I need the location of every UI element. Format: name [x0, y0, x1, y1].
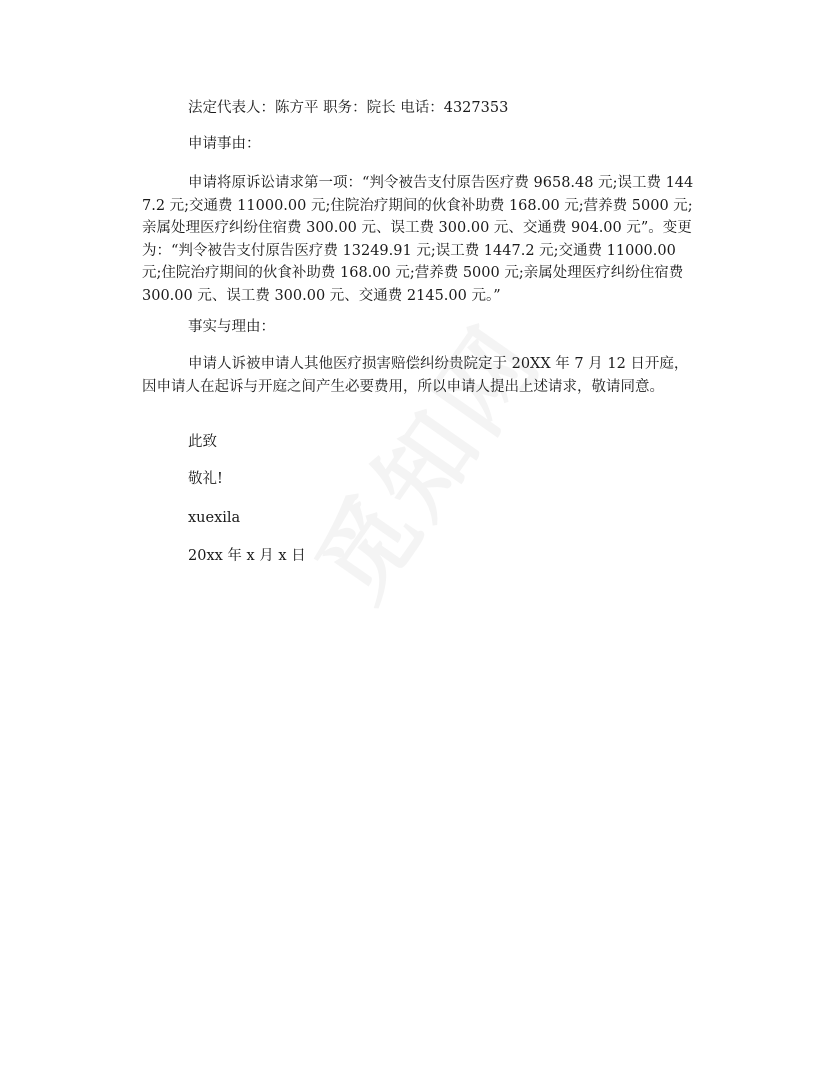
facts-body: 申请人诉被申请人其他医疗损害赔偿纠纷贵院定于 20XX 年 7 月 12 日开庭，因申请人在起诉与开庭之间产生必要费用，所以申请人提出上述请求，敬请同意。 — [142, 356, 689, 395]
watermark-logo — [279, 294, 567, 623]
closing-respect: 敬礼! — [188, 471, 223, 487]
closing-salutation: 此致 — [188, 434, 217, 450]
legal-representative-line: 法定代表人：陈方平 职务：院长 电话：4327353 — [188, 100, 509, 116]
facts-heading: 事实与理由： — [188, 319, 275, 335]
document-date: 20xx 年 x 月 x 日 — [188, 548, 306, 564]
request-heading: 申请事由： — [188, 136, 261, 152]
signature: xuexila — [188, 510, 241, 526]
request-body: 申请将原诉讼请求第一项：“判令被告支付原告医疗费 9658.48 元;误工费 1447.2 元;交通费 11000.00 元;住院治疗期间的伙食补助费 168.00 元;营养费 5000 元;亲属处理医疗纠纷住宿费 300.00 元、误工费 300.00 元、交通费 904.00 元”。变更为：“判令被告支付原告医疗费 13249.91 元;误工费 1447.2 元;交通费 11000.00 元;住院治疗期间的伙食补助费 168.00 元;营养费 5000 元;亲属处理医疗纠纷住宿费 300.00 元、误工费 300.00 元、交通费 2145.00 元。” — [142, 175, 694, 304]
